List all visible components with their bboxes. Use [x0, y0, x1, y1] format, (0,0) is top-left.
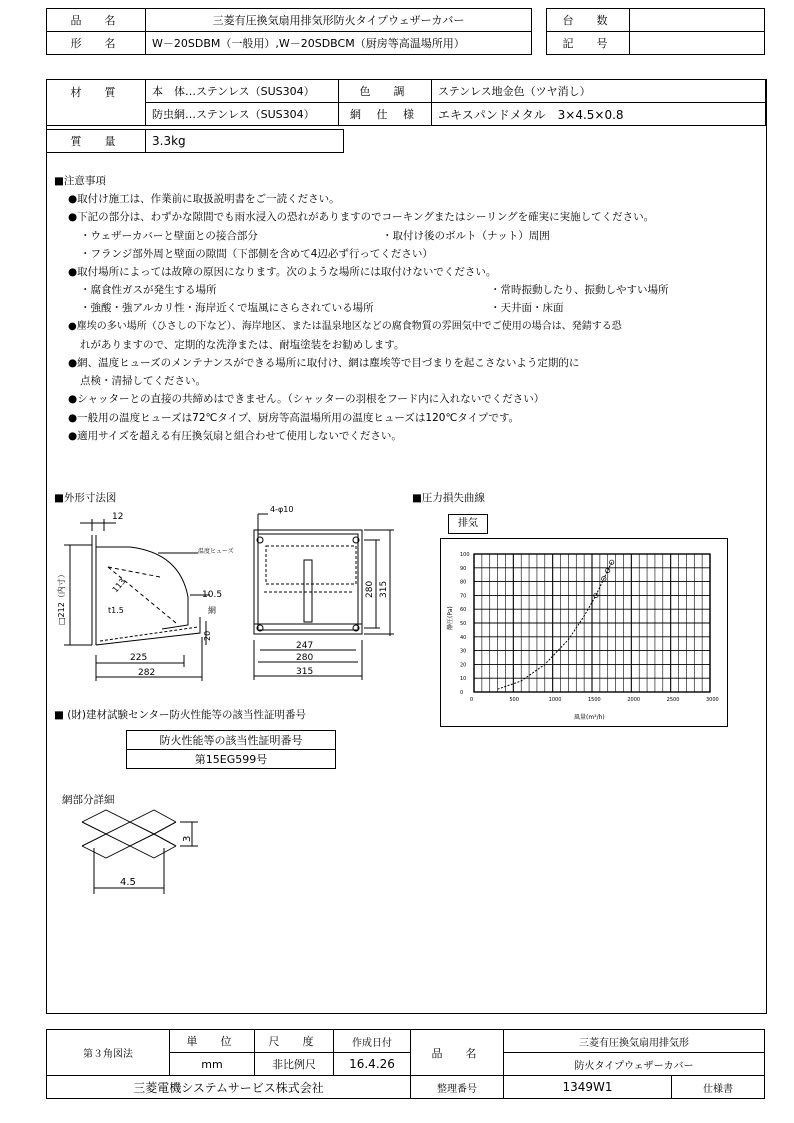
note-line: 点検・清掃してください。 — [80, 375, 206, 388]
x-tick-label: 2500 — [666, 697, 680, 703]
holes-label: 4-φ10 — [270, 505, 294, 514]
cert-number: 第15EG599号 — [127, 750, 336, 769]
mesh-label: 網 — [208, 606, 216, 615]
note-sublist — [54, 299, 774, 317]
mass-value: 3.3kg — [146, 130, 344, 153]
dim-12: 12 — [112, 512, 124, 522]
unit-label: 単 位 — [170, 1030, 255, 1053]
note-sub-item: ・取付け後のボルト（ナット）周囲 — [382, 229, 550, 242]
count-table — [546, 8, 765, 55]
projection-method: 第３角図法 — [47, 1030, 170, 1076]
x-axis-label: 風量(m³/h) — [574, 714, 605, 721]
count-label: 台 数 — [547, 9, 630, 32]
x-tick-label: 3000 — [706, 697, 719, 703]
scale-value: 非比例尺 — [255, 1053, 334, 1076]
symbol-value — [630, 32, 765, 55]
note-line: ●取付け施工は、作業前に取扱説明書をご一読ください。 — [68, 193, 340, 206]
name-label: 品 名 — [47, 9, 146, 32]
y-tick-label: 60 — [460, 607, 467, 614]
dim-10-5: 10.5 — [202, 590, 223, 600]
ref-number: 1349W1 — [504, 1076, 672, 1099]
dim-212: □212（内寸） — [57, 570, 66, 625]
ref-label: 整理番号 — [411, 1076, 504, 1099]
x-tick-label: 1500 — [588, 697, 601, 703]
scale-label: 尺 度 — [255, 1030, 334, 1053]
notes-section — [54, 172, 774, 445]
footer-name-line1: 三菱有圧換気扇用排気形 — [504, 1030, 765, 1053]
mesh-dim-4-5: 4.5 — [120, 877, 136, 888]
dim-315-v: 315 — [379, 580, 389, 598]
model-label: 形 名 — [47, 32, 146, 55]
note-sublist — [54, 281, 774, 299]
note-sub-item: ・常時振動したり、振動しやすい場所 — [490, 284, 669, 297]
y-tick-label: 20 — [460, 662, 467, 669]
y-tick-label: 90 — [460, 565, 467, 572]
side-view-drawing — [50, 505, 240, 700]
mesh-value: エキスパンドメタル 3×4.5×0.8 — [432, 103, 766, 126]
doc-type: 仕様書 — [672, 1076, 765, 1099]
note-sub-item: ・フランジ部外周と壁面の隙間（下部側を含めて4辺必ず行ってください） — [80, 247, 433, 260]
symbol-label: 記 号 — [547, 32, 630, 55]
note-line: ●一般用の温度ヒューズは72℃タイプ、厨房等高温場所用の温度ヒューズは120℃タイプです。 — [68, 411, 520, 424]
count-value — [630, 9, 765, 32]
dim-280: 280 — [296, 653, 314, 663]
mass-label: 質 量 — [47, 130, 146, 153]
y-tick-label: 40 — [460, 634, 467, 641]
x-tick-label: 2000 — [627, 697, 641, 703]
dim-280-v: 280 — [365, 580, 375, 598]
material-mesh: 防虫網…ステンレス（SUS304） — [146, 103, 339, 126]
front-view-drawing — [240, 500, 410, 690]
mesh-detail-heading: 網部分詳細 — [62, 794, 115, 806]
note-sublist — [54, 227, 774, 245]
note-line: ●塵埃の多い場所（ひさしの下など）、海岸地区、または温泉地区などの腐食物質の雰囲気中でご使用の場合は、発錆する恐 — [68, 320, 622, 332]
y-axis-label: 静圧(Pa) — [447, 606, 454, 630]
material-body: 本 体…ステンレス（SUS304） — [146, 80, 339, 103]
dim-225: 225 — [130, 653, 148, 663]
date-value: 16.4.26 — [334, 1053, 411, 1076]
color-value: ステンレス地金色（ツヤ消し） — [432, 80, 766, 103]
x-tick-label: 1000 — [548, 697, 562, 703]
unit-value: mm — [170, 1053, 255, 1076]
spec-table — [46, 79, 766, 126]
cert-table — [126, 730, 336, 769]
dim-315: 315 — [296, 667, 314, 677]
y-tick-label: 50 — [460, 621, 467, 627]
model-value: W－20SDBM（一般用）,W－20SDBCM（厨房等高温場所用） — [146, 32, 532, 55]
dim-113: 113 — [110, 576, 128, 595]
cert-heading: ■ (財)建材試験センター防火性能等の該当性証明番号 — [54, 709, 307, 721]
notes-heading: ■注意事項 — [54, 175, 106, 187]
y-tick-label: 0 — [460, 690, 464, 696]
material-label: 材 質 — [47, 80, 146, 126]
dim-282: 282 — [138, 668, 156, 678]
mesh-detail-drawing — [76, 808, 206, 898]
dim-20: 20 — [203, 630, 212, 641]
footer-name-label: 品 名 — [411, 1030, 504, 1076]
thickness-label: t1.5 — [108, 606, 124, 615]
x-tick-label: 500 — [509, 697, 519, 703]
cert-table-header: 防火性能等の該当性証明番号 — [127, 731, 336, 750]
dim-247: 247 — [296, 641, 314, 651]
mesh-label: 網 仕 様 — [339, 103, 432, 126]
y-tick-label: 10 — [460, 676, 467, 683]
fuse-label: 温度ヒューズ — [198, 548, 234, 555]
date-label: 作成日付 — [334, 1030, 411, 1053]
note-line: ●適用サイズを超える有圧換気扇と組合わせて使用しないでください。 — [68, 429, 402, 442]
note-line: ●下記の部分は、わずかな隙間でも雨水浸入の恐れがありますのでコーキングまたはシーリングを確実に実施してください。 — [68, 211, 655, 224]
y-tick-label: 80 — [460, 579, 467, 586]
note-line: ●取付場所によっては故障の原因になります。次のような場所には取付けないでください。 — [68, 266, 497, 279]
company-name: 三菱電機システムサービス株式会社 — [47, 1076, 411, 1099]
mass-table — [46, 129, 344, 153]
y-tick-label: 70 — [460, 593, 467, 600]
x-tick-label: 0 — [470, 697, 474, 703]
footer-name-line2: 防火タイプウェザーカバー — [504, 1053, 765, 1076]
note-line: ●網、温度ヒューズのメンテナンスができる場所に取付け、網は塵埃等で目づまりを起こさないよう定期的に — [68, 357, 580, 370]
note-line: ●シャッターとの直接の共締めはできません。（シャッターの羽根をフード内に入れないでください） — [68, 393, 545, 406]
y-tick-label: 30 — [460, 648, 467, 655]
pressure-heading: ■圧力損失曲線 — [412, 492, 485, 504]
title-block — [46, 1029, 765, 1099]
note-sub-item: ・ウェザーカバーと壁面との接合部分 — [80, 229, 258, 242]
mesh-dim-3: 3 — [182, 835, 193, 842]
product-name: 三菱有圧換気扇用排気形防火タイプウェザーカバー — [146, 9, 532, 32]
color-label: 色 調 — [339, 80, 432, 103]
pressure-chart — [440, 538, 726, 725]
note-sub-item: ・強酸・強アルカリ性・海岸近くで塩風にさらされている場所 — [80, 302, 374, 315]
data-point — [609, 560, 613, 564]
note-sub-item: ・天井面・床面 — [490, 302, 564, 315]
outline-heading: ■外形寸法図 — [54, 492, 117, 504]
header-table — [46, 8, 532, 55]
note-sub-item: ・腐食性ガスが発生する場所 — [80, 284, 217, 297]
chart-tag: 排気 — [448, 514, 488, 534]
note-line: れがありますので、定期的な洗浄または、耐塩塗装をお勧めします。 — [80, 338, 405, 351]
y-tick-label: 100 — [460, 552, 470, 558]
